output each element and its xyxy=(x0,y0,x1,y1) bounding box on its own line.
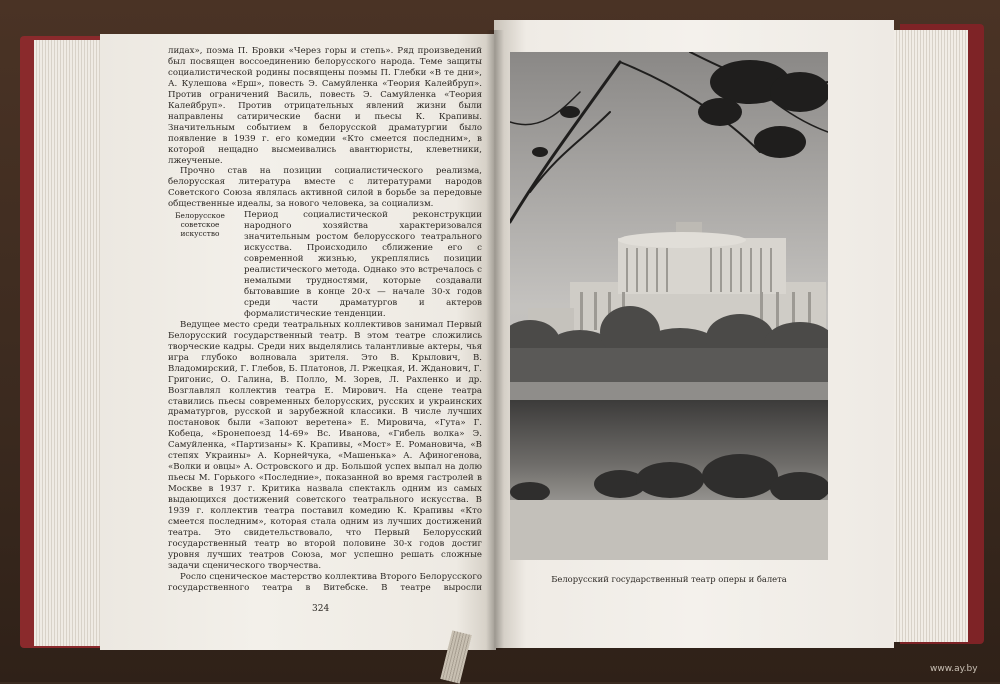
watermark: www.ay.by xyxy=(930,664,978,674)
paragraph: Прочно став на позиции социалистического реализма, белорусская литература вместе с литературами народов Советского Союза являлась активной силой в борьбе за передовые общественные идеалы, за нового человека, за социализм. xyxy=(168,166,482,210)
left-page-text xyxy=(168,46,482,592)
theatre-photo xyxy=(510,52,828,560)
margin-note: Белорусское советское искусство xyxy=(175,211,225,239)
page-number: 324 xyxy=(312,604,330,614)
river-bank xyxy=(510,382,828,402)
paragraph: Ведущее место среди театральных коллективов занимал Первый Белорусский государственный театр. В этом театре сложились творческие кадры. Среди них выделялись талантливые актеры, чья игра глубоко волновала зрителя. Это В. Крылович, В. Владомирский, Г. Глебов, Б. Платонов, Л. Ржецкая, И. Жданович, Г. Григонис, О. Галина, В. Полло, М. Зорев, Л. Рахленко и др. Возглавлял коллектив театра Е. Мирович. На сцене театра ставились пьесы современных белорусских, русских и украинских драматургов, русской и зарубежной классики. В числе лучших постановок были «Запоют веретена» Е. Мировича, «Гута» Г. Кобеца, «Бронепоезд 14-69» Вс. Иванова, «Гибель волка» Э. Самуйленка, «Партизаны» К. Крапивы, «Мост» Е. Романовича, «В степях Украины» А. Корнейчука, «Машенька» А. Афиногенова, «Волки и овцы» А. Островского и др. Большой успех выпал на долю пьесы М. Горького «Последние», показанной во время гастролей в Москве в 1937 г. Критика назвала спектакль одним из самых выдающихся достижений советского театрального искусства. В 1939 г. коллектив театра поставил комедию К. Крапивы «Кто смеется последним», которая стала одним из лучших достижений театра. Это свидетельствовало, что Первый Белорусский государственный театр во второй половине 30-х годов достиг уровня лучших театров Союза, мог успешно решать сложные задачи сценического творчества. xyxy=(168,319,482,571)
book-gutter xyxy=(486,30,504,650)
foreground-ground xyxy=(510,500,828,560)
paragraph xyxy=(168,210,482,320)
paragraph: лидах», поэма П. Бровки «Через горы и степь». Ряд произведений был посвящен воссоединению белорусского народа. Теме защиты социалистической родины посвящены поэмы П. Глебки «В те дни», А. Кулешова «Ерш», повесть Э. Самуйленка «Теория Калейбруп». Против ограничений Василь, повесть Э. Самуйленка «Теория Калейбруп». Против отрицательных явлений жизни были направлены сатирические басни и пьесы К. Крапивы. Значительным событием в белорусской драматургии было появление в 1939 г. его комедии «Кто смеется последним», в которой нещадно высмеивались авантюристы, клеветники, лжеученые. xyxy=(168,46,482,166)
paragraph: Росло сценическое мастерство коллектива Второго Белорусского государственного театра в Витебске. В театре выросли xyxy=(168,571,482,592)
page-edges-right xyxy=(890,30,968,642)
theatre-photo-illustration xyxy=(510,52,828,560)
photo-caption: Белорусский государственный театр оперы и балета xyxy=(551,574,787,584)
paragraph-text: Период социалистической реконструкции народного хозяйства характеризовался значительным ростом белорусского театрального искусства. Происходило сближение его с современной жизнью, укреплялись позиции реалистического метода. Однако это встречалось с немалыми трудностями, которые создавали бытовавшие в конце 20-х — начале 30-х годов среди части драматургов и актеров формалистические тенденции. xyxy=(244,210,482,319)
